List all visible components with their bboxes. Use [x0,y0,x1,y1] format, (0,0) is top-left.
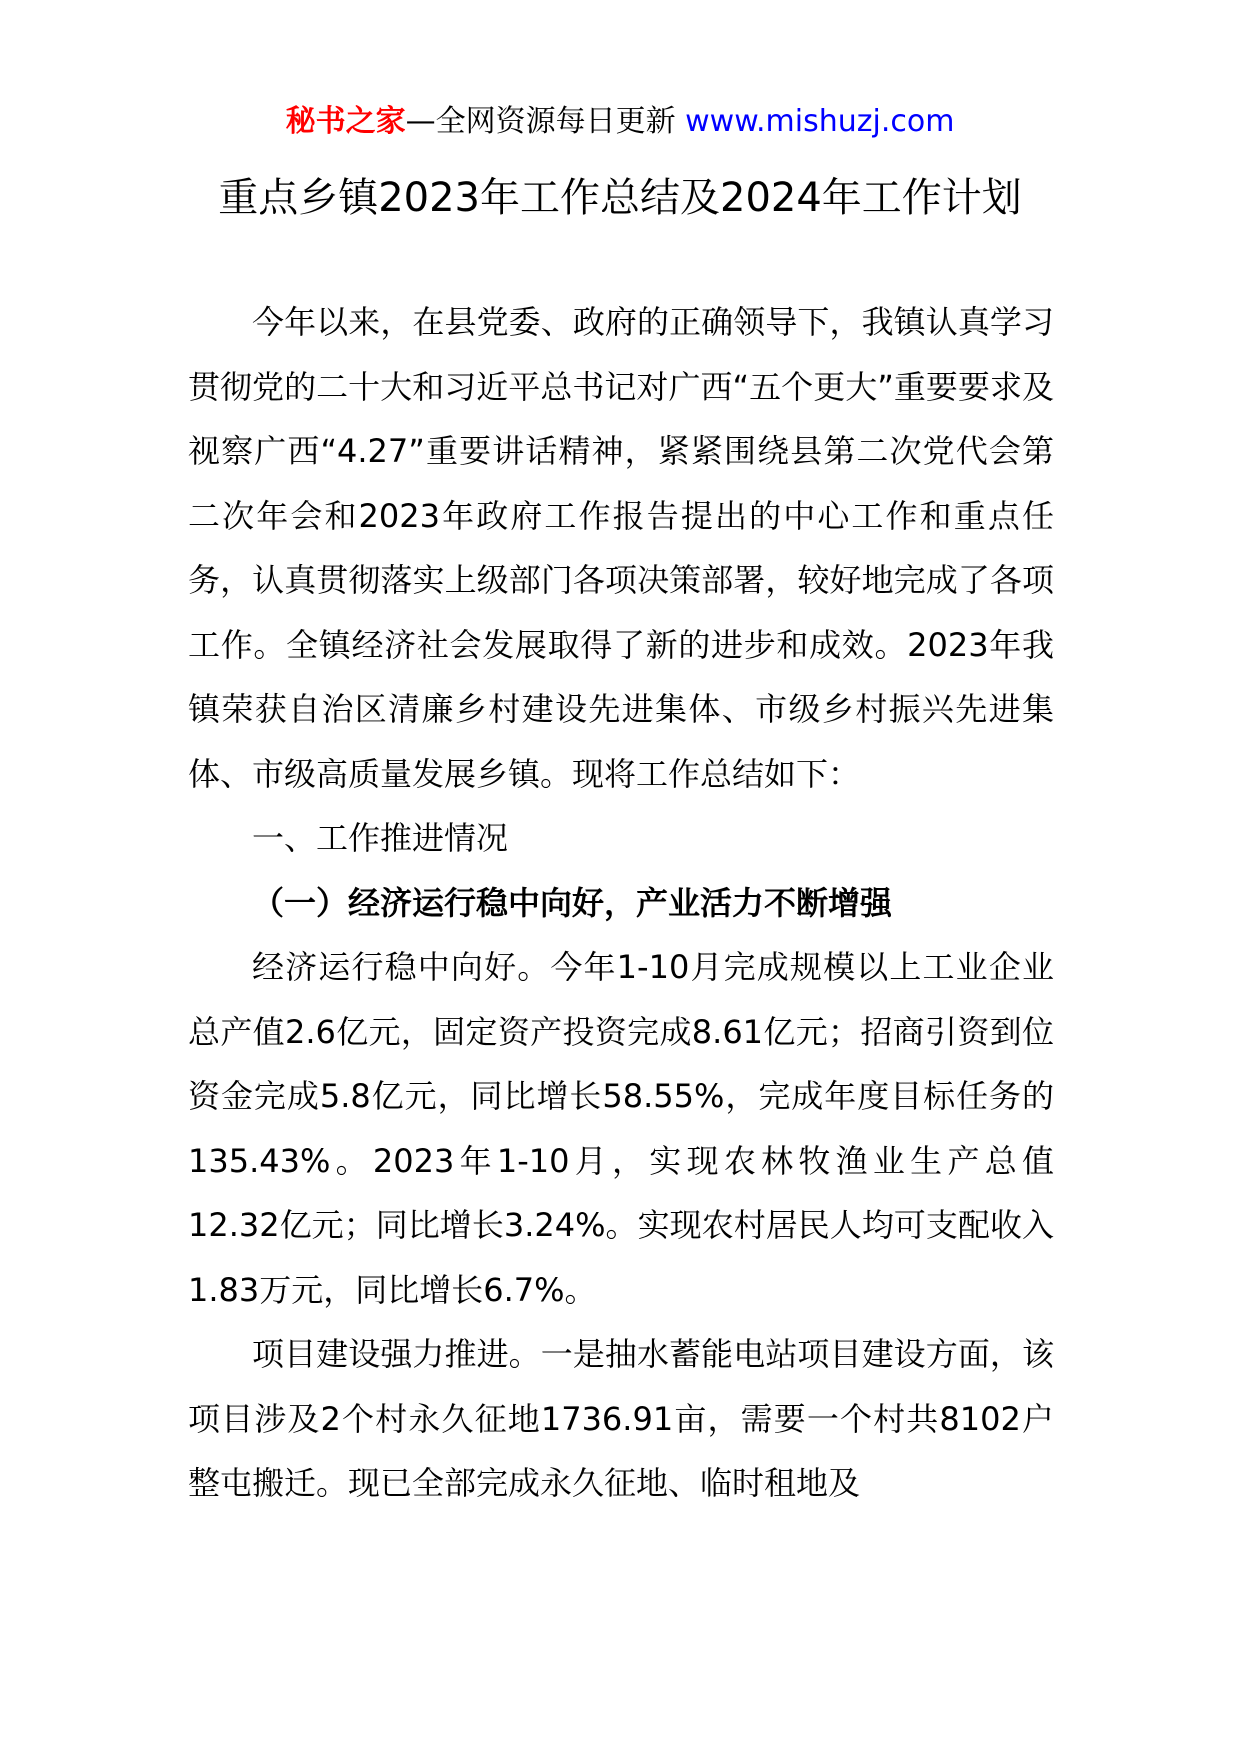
section-heading: 一、工作推进情况 [252,819,509,857]
brand-name: 秘书之家 [285,104,406,139]
project-paragraph: 项目建设强力推进。一是抽水蓄能电站项目建设方面，该项目涉及2个村永久征地1736.91亩，需要一个村共8102户整屯搬迁。现已全部完成永久征地、临时租地及 [188,1335,1054,1502]
site-header [0,100,1240,144]
header-tagline: —全网资源每日更新 [405,104,676,139]
document-body [188,290,1054,1516]
intro-paragraph: 今年以来，在县党委、政府的正确领导下，我镇认真学习贯彻党的二十大和习近平总书记对广西“五个更大”重要要求及视察广西“4.27”重要讲话精神，紧紧围绕县第二次党代会第二次年会和2023年政府工作报告提出的中心工作和重点任务，认真贯彻落实上级部门各项决策部署，较好地完成了各项工作。全镇经济社会发展取得了新的进步和成效。2023年我镇荣获自治区清廉乡村建设先进集体、市级乡村振兴先进集体、市级高质量发展乡镇。现将工作总结如下： [188,303,1054,793]
document-title: 重点乡镇2023年工作总结及2024年工作计划 [218,175,1022,221]
subsection-heading: （一）经济运行稳中向好，产业活力不断增强 [252,883,893,922]
site-url-link[interactable]: www.mishuzj.com [685,104,955,139]
economy-paragraph: 经济运行稳中向好。今年1-10月完成规模以上工业企业总产值2.6亿元，固定资产投资完成8.61亿元；招商引资到位资金完成5.8亿元，同比增长58.55%，完成年度目标任务的135.43%。2023年1-10月，实现农林牧渔业生产总值12.32亿元；同比增长3.24%。实现农村居民人均可支配收入1.83万元，同比增长6.7%。 [188,948,1054,1309]
